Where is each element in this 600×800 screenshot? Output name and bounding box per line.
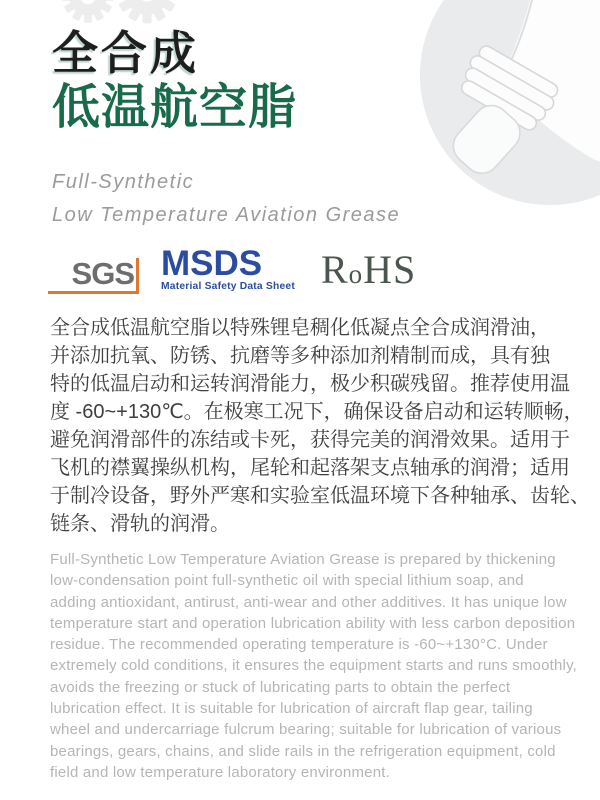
rohs-logo-text: R bbox=[320, 247, 349, 292]
description-cn-line: 链条、滑轨的润滑。 bbox=[50, 513, 230, 535]
rohs-logo bbox=[320, 247, 417, 294]
gear-icon bbox=[60, 0, 116, 25]
page-title bbox=[52, 27, 298, 134]
description-en-line: residue. The recommended operating temperature is -60~+130°C. Under bbox=[50, 636, 548, 654]
rohs-logo-text: HS bbox=[363, 247, 417, 292]
description-en-line: avoids the freezing or stuck of lubricating parts to obtain the perfect bbox=[50, 678, 511, 696]
description-cn-line: 于制冷设备，野外严寒和实验室低温环境下各种轴承、齿轮、 bbox=[50, 485, 590, 507]
description-cn-line: 飞机的襟翼操纵机构，尾轮和起落架支点轴承的润滑；适用 bbox=[50, 457, 570, 479]
description-en-line: Full-Synthetic Low Temperature Aviation Grease is prepared by thickening bbox=[50, 551, 556, 568]
description-en-line: low-condensation point full-synthetic oil with special lithium soap, and bbox=[50, 572, 524, 590]
description-en-line: field and low temperature laboratory environment. bbox=[50, 763, 390, 781]
title-cn-green: 低温航空脂 bbox=[52, 81, 298, 134]
msds-logo-text: MSDS bbox=[161, 244, 263, 283]
description-cn-line: 度 -60~+130℃。在极寒工况下，确保设备启动和运转顺畅， bbox=[50, 401, 584, 423]
msds-logo-subtext: Material Safety Data Sheet bbox=[161, 281, 295, 292]
msds-logo bbox=[161, 244, 295, 294]
gear-icon bbox=[114, 0, 180, 26]
description-chinese bbox=[50, 314, 590, 538]
certification-logos bbox=[48, 246, 416, 294]
description-en-line: temperature start and operation lubrication ability with less carbon deposition bbox=[50, 614, 576, 632]
description-en-line: lubrication effect. It is suitable for lubrication of aircraft flap gear, tailing bbox=[50, 700, 533, 718]
description-english bbox=[50, 549, 578, 783]
subtitle-en bbox=[52, 166, 400, 232]
sgs-logo bbox=[48, 258, 139, 294]
description-cn-line: 避免润滑部件的冻结或卡死，获得完美的润滑效果。适用于 bbox=[50, 429, 570, 451]
title-cn-black: 全合成 bbox=[52, 27, 199, 79]
description-en-line: bearings, gears, chains, and slide rails in the refrigeration equipment, cold bbox=[50, 742, 556, 760]
grease-tube-image bbox=[420, 0, 600, 205]
description-cn-line: 并添加抗氧、防锈、抗磨等多种添加剂精制而成，具有独 bbox=[50, 345, 550, 367]
rohs-logo-text: o bbox=[348, 259, 364, 289]
sgs-logo-text: SGS bbox=[71, 256, 134, 291]
description-en-line: wheel and undercarriage fulcrum bearing; suitable for lubrication of various bbox=[50, 721, 562, 739]
description-cn-line: 全合成低温航空脂以特殊锂皂稠化低凝点全合成润滑油， bbox=[50, 317, 550, 339]
subtitle-line-1: Full-Synthetic bbox=[52, 171, 195, 193]
subtitle-line-2: Low Temperature Aviation Grease bbox=[52, 204, 401, 226]
description-en-line: extremely cold conditions, it ensures the equipment starts and runs smoothly, bbox=[50, 657, 578, 675]
description-cn-line: 特的低温启动和运转润滑能力，极少积碳残留。推荐使用温 bbox=[50, 373, 570, 395]
description-en-line: adding antioxidant, antirust, anti-wear and other additives. It has unique low bbox=[50, 593, 567, 611]
